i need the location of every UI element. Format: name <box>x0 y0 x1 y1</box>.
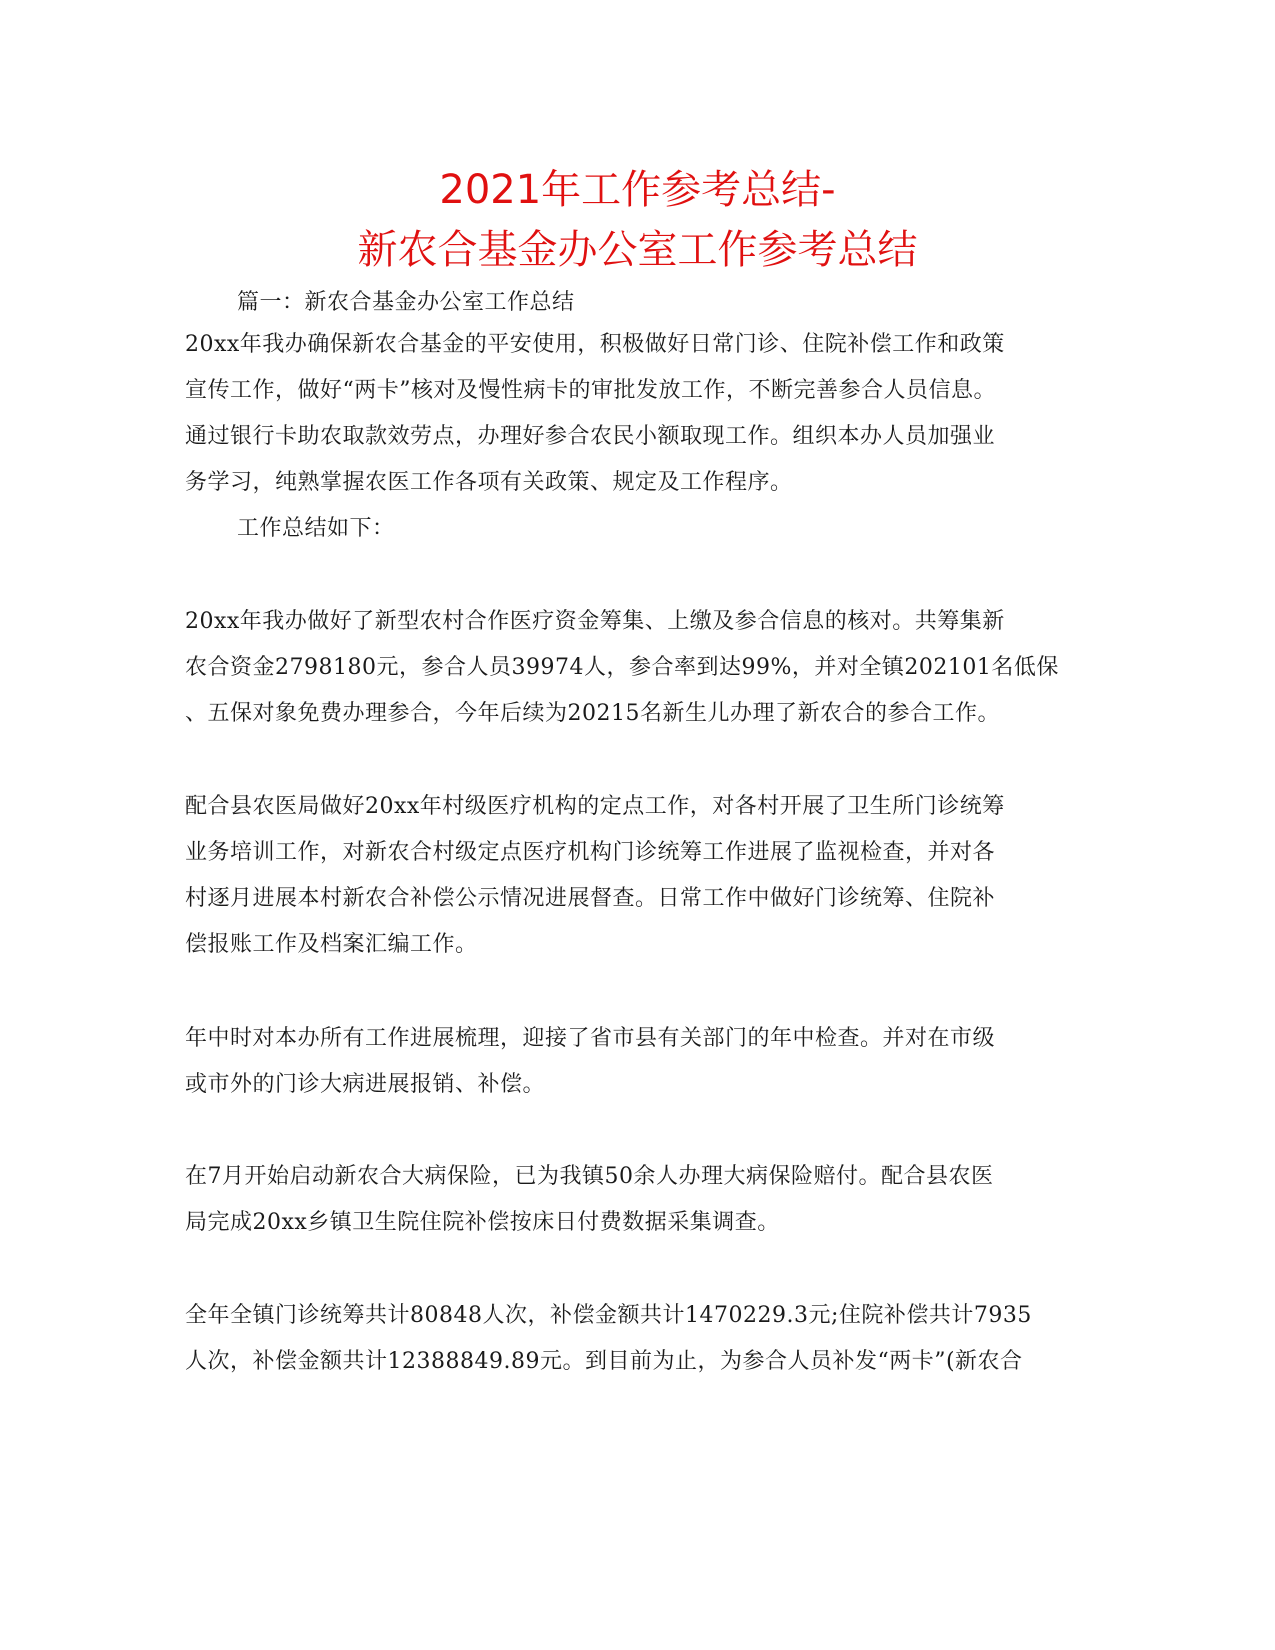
paragraph-5-line-2: 或市外的门诊大病进展报销、补偿。 <box>185 1072 546 1097</box>
paragraph-7-line-1: 全年全镇门诊统筹共计80848人次，补偿金额共计1470229.3元;住院补偿共计7935 <box>185 1303 1032 1328</box>
paragraph-4-line-1: 配合县农医局做好20xx年村级医疗机构的定点工作，对各村开展了卫生所门诊统筹 <box>185 794 1005 819</box>
paragraph-4-line-4: 偿报账工作及档案汇编工作。 <box>185 932 478 957</box>
paragraph-1-line-2: 宣传工作，做好“两卡”核对及慢性病卡的审批发放工作，不断完善参合人员信息。 <box>185 378 996 403</box>
paragraph-1-line-3: 通过银行卡助农取款效劳点，办理好参合农民小额取现工作。组织本办人员加强业 <box>185 424 996 449</box>
paragraph-4-line-2: 业务培训工作，对新农合村级定点医疗机构门诊统筹工作进展了监视检查，并对各 <box>185 840 996 865</box>
paragraph-3-line-3: 、五保对象免费办理参合，今年后续为20215名新生儿办理了新农合的参合工作。 <box>185 701 1000 726</box>
paragraph-6-line-2: 局完成20xx乡镇卫生院住院补偿按床日付费数据采集调查。 <box>185 1210 780 1235</box>
paragraph-3-line-1: 20xx年我办做好了新型农村合作医疗资金筹集、上缴及参合信息的核对。共筹集新 <box>185 609 1005 634</box>
document-title-line-2: 新农合基金办公室工作参考总结 <box>357 227 918 273</box>
section-heading: 篇一：新农合基金办公室工作总结 <box>237 290 575 315</box>
paragraph-5-line-1: 年中时对本办所有工作进展梳理，迎接了省市县有关部门的年中检查。并对在市级 <box>185 1026 996 1051</box>
paragraph-3-line-2: 农合资金2798180元，参合人员39974人，参合率到达99%，并对全镇202101名低保 <box>185 655 1059 680</box>
paragraph-7-line-2: 人次，补偿金额共计12388849.89元。到目前为止，为参合人员补发“两卡”(新农合 <box>185 1349 1023 1374</box>
paragraph-1-line-1: 20xx年我办确保新农合基金的平安使用，积极做好日常门诊、住院补偿工作和政策 <box>185 332 1005 357</box>
paragraph-1-line-4: 务学习，纯熟掌握农医工作各项有关政策、规定及工作程序。 <box>185 470 793 495</box>
paragraph-2-line-1: 工作总结如下： <box>237 516 395 541</box>
paragraph-4-line-3: 村逐月进展本村新农合补偿公示情况进展督查。日常工作中做好门诊统筹、住院补 <box>185 886 996 911</box>
paragraph-6-line-1: 在7月开始启动新农合大病保险，已为我镇50余人办理大病保险赔付。配合县农医 <box>185 1164 994 1189</box>
document-title-line-1: 2021年工作参考总结- <box>439 167 836 213</box>
